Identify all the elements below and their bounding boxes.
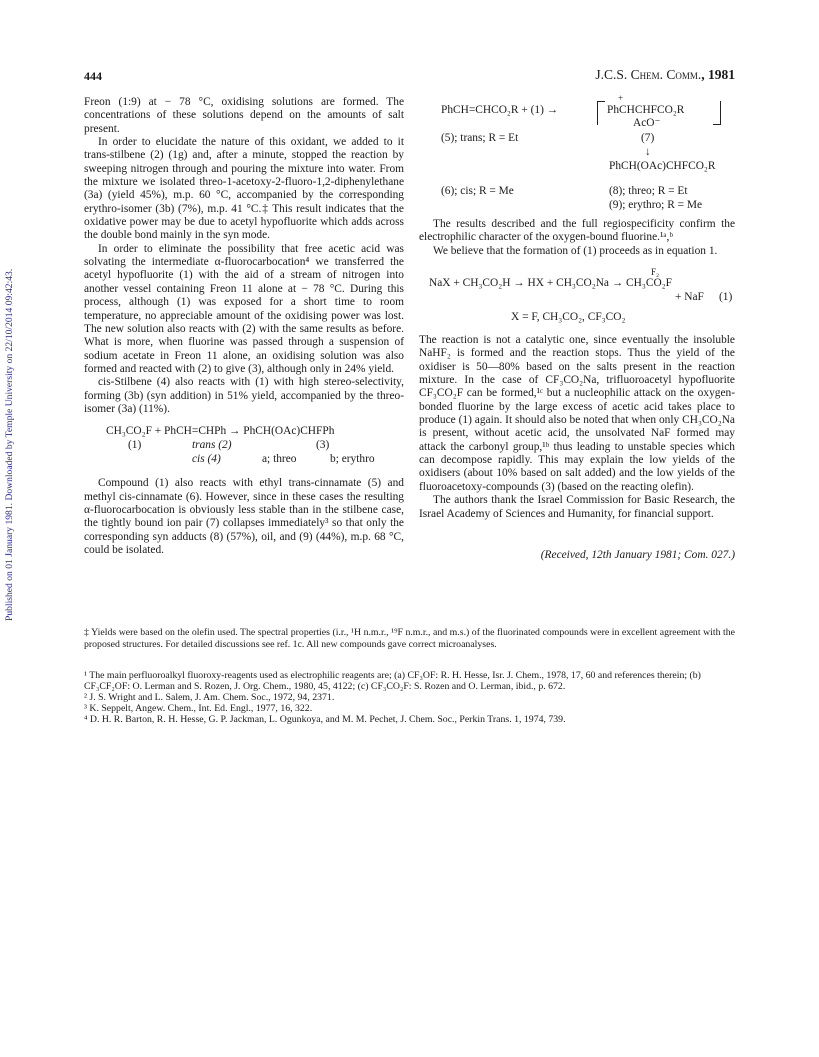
scheme-reactant: PhCH=CHCO₂R + (1) → <box>441 104 559 116</box>
reference-item: ¹ The main perfluoroalkyl fluoroxy-reagents used as electrophilic reagents are; (a) CF₃OF: R. H. Hesse, Isr. J. Chem., 1978, 17, 60 and references therein; (b) CF₃CF₂OF: O. Lerman and S. Rozen, J. Org. Chem., 1980, 45, 4122; (c) CF₃CO₂F: S. Rozen and O. Lerman, ibid., p. 672. <box>84 670 701 693</box>
equation-number: (1) <box>719 291 733 304</box>
paragraph: Compound (1) also reacts with ethyl trans-cinnamate (5) and methyl cis-cinnamate (6). However, since in these cases the resulting α-fluorocarbocation is obviously less stable than in the stilbene case, the tightly bound ion pair (7) collapses immediately³ so that only the corresponding syn adducts (8) (57%), oil, and (9) (44%), m.p. 68 °C, could be isolated. <box>84 477 404 556</box>
scheme-counterion: AcO⁻ <box>633 117 661 129</box>
left-column <box>84 96 404 557</box>
scheme-product: PhCH(OAc)CHFCO₂R <box>609 160 716 172</box>
reference-item: ³ K. Seppelt, Angew. Chem., Int. Ed. Engl., 1977, 16, 322. <box>84 703 313 715</box>
paragraph: cis-Stilbene (4) also reacts with (1) with high stereo-selectivity, forming (3b) (syn addition) in 51% yield, accompanied by the threo-isomer (3a) (11%). <box>84 376 404 415</box>
reference-item: ² J. S. Wright and L. Salem, J. Am. Chem. Soc., 1972, 94, 2371. <box>84 692 335 704</box>
scheme-arrow: ↓ <box>645 146 651 158</box>
equation-line: NaX + CH₃CO₂H → HX + CH₃CO₂Na → CH₃CO₂F <box>429 277 672 290</box>
equation-label: trans (2) <box>192 439 232 452</box>
paragraph: In order to elucidate the nature of this oxidant, we added to it trans-stilbene (2) (1g) and, after a minute, stopped the reaction by sweeping nitrogen through and pouring the mixture into water. From the mixture we isolated threo-1-acetoxy-2-fluoro-1,2-diphenylethane (3a) (yield 45%), m.p. 60 °C, accompanied by the corresponding erythro-isomer (3b) (7%), m.p. 41 °C.‡ This result indicates that the oxidative power may be due to acetyl hypofluorite which adds across the double bond mainly in the syn mode. <box>84 136 404 242</box>
journal-prefix: J.C.S. <box>595 67 631 82</box>
scheme-label: (9); erythro; R = Me <box>609 199 703 211</box>
scheme-charge: + <box>618 93 624 103</box>
paragraph: The reaction is not a catalytic one, since eventually the insoluble NaHF₂ is formed and the reaction stops. Thus the yield of the oxidiser is 50—80% based on the salts present in the reaction mixture. In the case of CF₃CO₂Na, trifluoroacetyl hypofluorite CF₃CO₂F can be formed,¹ᶜ but a nucleophilic attack on the oxygen-bonded fluorine by the large excess of acetic acid takes place to produce (1) again. It should also be noted that when only CH₃CO₂Na is present, without acetic acid, the unsolvated NaF formed may attack the carbonyl group,¹ᵇ thus leading to unstable species which can decompose rapidly. This may explain the low yields of the oxidisers (about 10% based on salt added) and the low yields of the fluoroacetoxy-compounds (3) (based on the reacting olefin). <box>419 334 735 493</box>
footnote: ‡ Yields were based on the olefin used. The spectral properties (i.r., ¹H n.m.r., ¹⁹F n.m.r., and m.s.) of the fluorinated compounds were in excellent agreement with the proposed structures. For detailed discussions see ref. 1c. All new compounds gave correct microanalyses. <box>84 627 735 650</box>
paragraph: The results described and the full regiospecificity confirm the electrophilic character of the oxygen-bound fluorine.¹ᵃ,ᵇ <box>419 218 735 244</box>
scheme-label: (6); cis; R = Me <box>441 185 514 197</box>
equation-label: cis (4) <box>192 453 221 466</box>
equation-label: b; erythro <box>330 453 375 466</box>
equation-reagent: F₂ <box>651 267 660 278</box>
paragraph: In order to eliminate the possibility that free acetic acid was solvating the intermediate α-fluorocarbocation⁴ we transferred the acetyl hypofluorite (1) with the aid of a stream of nitrogen into another vessel containing Freon 11 alone at − 78 °C. During this process, although (1) was exposed for a short time to room temperature, no appreciable amount of the oxidising power was lost. The new solution also reacts with (2) with the same results as before. What is more, when fluorine was passed through a suspension of sodium acetate in Freon 11 alone, an oxidising solution was also formed and reacted with (2) to give (3), although only in 24% yield. <box>84 242 404 375</box>
scheme-label: (5); trans; R = Et <box>441 132 519 144</box>
equation-label: (1) <box>128 439 142 452</box>
cinnamate-scheme <box>419 93 735 214</box>
journal-year: , 1981 <box>701 67 735 82</box>
scheme-ion-pair: PhCHCHFCO₂R <box>607 104 685 116</box>
paragraph: The authors thank the Israel Commission for Basic Research, the Israel Academy of Sciences and Humanity, for financial support. <box>419 494 735 520</box>
paragraph: We believe that the formation of (1) proceeds as in equation 1. <box>433 244 718 257</box>
equation-main: CH₃CO₂F + PhCH=CHPh → PhCH(OAc)CHFPh <box>106 425 335 438</box>
journal-header <box>595 67 735 83</box>
equation-label: (3) <box>316 439 330 452</box>
received-date: (Received, 12th January 1981; Com. 027.) <box>540 548 735 561</box>
equation-1 <box>419 266 735 328</box>
journal-name: Chem. Comm. <box>630 67 702 82</box>
scheme-label: (7) <box>641 132 655 144</box>
reference-item: ⁴ D. H. R. Barton, R. H. Hesse, G. P. Jackman, L. Ogunkoya, and M. M. Pechet, J. Chem. Soc., Perkin Trans. 1, 1974, 739. <box>84 714 566 726</box>
references <box>84 670 735 725</box>
scheme-label: (8); threo; R = Et <box>609 185 688 197</box>
page-number: 444 <box>84 69 102 83</box>
equation-label: a; threo <box>262 453 297 466</box>
stilbene-equation <box>84 425 404 477</box>
equation-line: + NaF <box>675 291 704 304</box>
paragraph: Freon (1:9) at − 78 °C, oxidising solutions are formed. The concentrations of these solutions depend on the amounts of salt present. <box>84 96 404 135</box>
right-column <box>419 93 735 562</box>
equation-line: X = F, CH₃CO₂, CF₃CO₂ <box>511 311 626 324</box>
download-watermark: Published on 01 January 1981. Downloaded by Temple University on 22/10/2014 09:42:43. <box>4 268 15 622</box>
